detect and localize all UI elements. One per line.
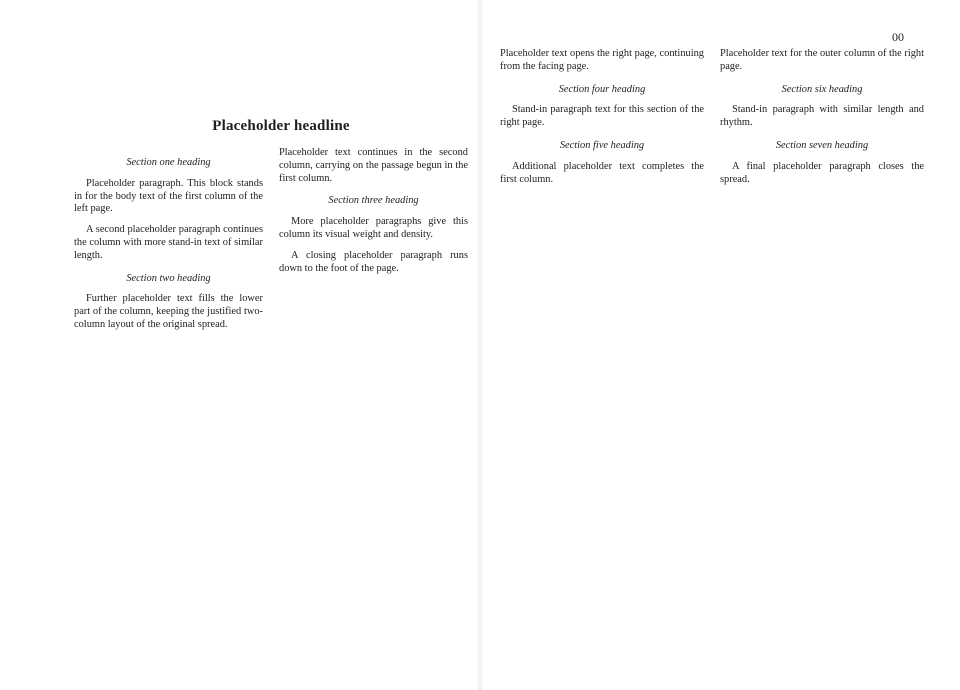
right-columns — [500, 48, 924, 194]
paragraph: Additional placeholder text completes the first column. — [500, 160, 704, 185]
left-column-2 — [279, 147, 468, 340]
paragraph: A second placeholder paragraph continues the column with more stand-in text of similar length. — [74, 224, 263, 261]
paragraph: More placeholder paragraphs give this column its visual weight and density. — [279, 216, 468, 240]
right-page — [480, 0, 960, 690]
right-column-1 — [500, 48, 704, 194]
section-title: Section one heading — [126, 157, 211, 168]
paragraph: Placeholder text continues in the second column, carrying on the passage begun in the first column. — [279, 147, 468, 184]
page-number: 00 — [892, 30, 904, 44]
section-title: Section three heading — [328, 195, 419, 207]
right-column-2 — [720, 48, 924, 194]
paragraph: Further placeholder text fills the lower part of the column, keeping the justified two-column layout of the original spread. — [74, 293, 263, 330]
paragraph: Placeholder paragraph. This block stands in for the body text of the first column of the left page. — [74, 177, 263, 215]
paragraph: A final placeholder paragraph closes the spread. — [720, 160, 924, 185]
paragraph: Placeholder text for the outer column of the right page. — [720, 48, 924, 72]
paragraph: Placeholder text opens the right page, continuing from the facing page. — [500, 48, 704, 72]
left-columns — [74, 147, 468, 340]
section-title: Section four heading — [558, 83, 646, 95]
section-title: Section two heading — [126, 272, 211, 284]
section-title: Section five heading — [559, 139, 645, 151]
paragraph: Stand-in paragraph with similar length and rhythm. — [720, 104, 924, 129]
left-column-1 — [74, 147, 263, 340]
paragraph: Stand-in paragraph text for this section of the right page. — [500, 104, 704, 129]
page-headline: Placeholder headline — [212, 118, 350, 134]
paragraph: A closing placeholder paragraph runs down to the foot of the page. — [279, 249, 468, 274]
section-title: Section six heading — [781, 83, 863, 95]
section-title: Section seven heading — [775, 139, 869, 151]
